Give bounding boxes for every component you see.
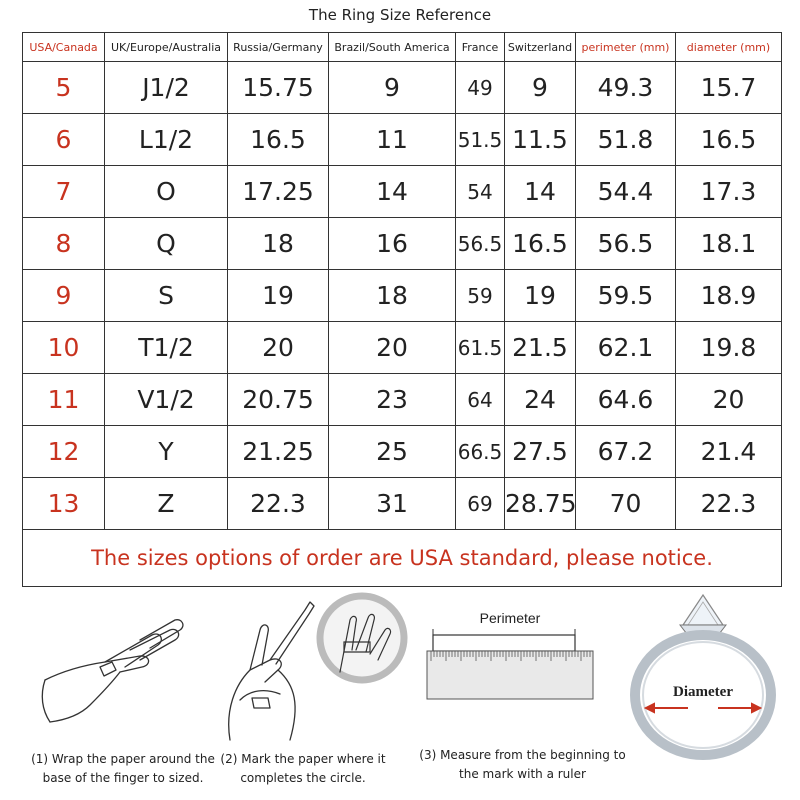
col-header-perimeter: perimeter (mm) bbox=[576, 33, 676, 62]
cell-perimeter: 67.2 bbox=[576, 426, 676, 478]
cell-france: 51.5 bbox=[456, 114, 505, 166]
col-header-uk: UK/Europe/Australia bbox=[105, 33, 228, 62]
cell-diameter: 15.7 bbox=[676, 62, 782, 114]
table-row bbox=[23, 166, 782, 218]
cell-russia: 22.3 bbox=[228, 478, 329, 530]
ring-size-table bbox=[22, 32, 782, 587]
cell-russia: 16.5 bbox=[228, 114, 329, 166]
cell-diameter: 18.9 bbox=[676, 270, 782, 322]
cell-perimeter: 59.5 bbox=[576, 270, 676, 322]
cell-france: 64 bbox=[456, 374, 505, 426]
cell-diameter: 20 bbox=[676, 374, 782, 426]
cell-usa: 11 bbox=[23, 374, 105, 426]
cell-switzerland: 9 bbox=[505, 62, 576, 114]
col-header-france: France bbox=[456, 33, 505, 62]
header-row bbox=[23, 33, 782, 62]
cell-brazil: 16 bbox=[329, 218, 456, 270]
ruler-illustration bbox=[425, 605, 595, 725]
cell-usa: 9 bbox=[23, 270, 105, 322]
table-row bbox=[23, 218, 782, 270]
cell-perimeter: 49.3 bbox=[576, 62, 676, 114]
cell-switzerland: 19 bbox=[505, 270, 576, 322]
cell-brazil: 9 bbox=[329, 62, 456, 114]
cell-diameter: 17.3 bbox=[676, 166, 782, 218]
cell-usa: 5 bbox=[23, 62, 105, 114]
page-title: The Ring Size Reference bbox=[308, 6, 492, 24]
col-header-usa: USA/Canada bbox=[23, 33, 105, 62]
cell-russia: 18 bbox=[228, 218, 329, 270]
cell-uk: O bbox=[105, 166, 228, 218]
measuring-instructions bbox=[0, 590, 800, 800]
col-header-switzerland: Switzerland bbox=[505, 33, 576, 62]
step-3-caption: (3) Measure from the beginning to the mark with a ruler bbox=[419, 748, 626, 781]
diameter-label: Diameter bbox=[673, 684, 733, 700]
table-row bbox=[23, 62, 782, 114]
step-1-caption: (1) Wrap the paper around the base of the finger to sized. bbox=[31, 752, 215, 785]
cell-diameter: 22.3 bbox=[676, 478, 782, 530]
cell-perimeter: 51.8 bbox=[576, 114, 676, 166]
cell-uk: Y bbox=[105, 426, 228, 478]
cell-usa: 10 bbox=[23, 322, 105, 374]
cell-brazil: 25 bbox=[329, 426, 456, 478]
cell-diameter: 19.8 bbox=[676, 322, 782, 374]
cell-switzerland: 21.5 bbox=[505, 322, 576, 374]
cell-brazil: 11 bbox=[329, 114, 456, 166]
cell-russia: 21.25 bbox=[228, 426, 329, 478]
cell-uk: V1/2 bbox=[105, 374, 228, 426]
cell-brazil: 23 bbox=[329, 374, 456, 426]
col-header-russia: Russia/Germany bbox=[228, 33, 329, 62]
cell-usa: 7 bbox=[23, 166, 105, 218]
cell-perimeter: 62.1 bbox=[576, 322, 676, 374]
cell-switzerland: 11.5 bbox=[505, 114, 576, 166]
cell-russia: 20.75 bbox=[228, 374, 329, 426]
cell-switzerland: 14 bbox=[505, 166, 576, 218]
cell-uk: Z bbox=[105, 478, 228, 530]
table-row bbox=[23, 270, 782, 322]
col-header-brazil: Brazil/South America bbox=[329, 33, 456, 62]
cell-usa: 6 bbox=[23, 114, 105, 166]
cell-diameter: 21.4 bbox=[676, 426, 782, 478]
cell-switzerland: 28.75 bbox=[505, 478, 576, 530]
step-2-caption: (2) Mark the paper where it completes the circle. bbox=[220, 752, 386, 785]
cell-uk: J1/2 bbox=[105, 62, 228, 114]
cell-uk: S bbox=[105, 270, 228, 322]
cell-perimeter: 64.6 bbox=[576, 374, 676, 426]
cell-france: 66.5 bbox=[456, 426, 505, 478]
cell-brazil: 31 bbox=[329, 478, 456, 530]
cell-russia: 17.25 bbox=[228, 166, 329, 218]
cell-diameter: 16.5 bbox=[676, 114, 782, 166]
cell-russia: 15.75 bbox=[228, 62, 329, 114]
cell-france: 56.5 bbox=[456, 218, 505, 270]
cell-perimeter: 70 bbox=[576, 478, 676, 530]
cell-usa: 12 bbox=[23, 426, 105, 478]
cell-brazil: 14 bbox=[329, 166, 456, 218]
cell-brazil: 18 bbox=[329, 270, 456, 322]
table-row bbox=[23, 114, 782, 166]
cell-russia: 19 bbox=[228, 270, 329, 322]
col-header-diameter: diameter (mm) bbox=[676, 33, 782, 62]
usa-standard-notice: The sizes options of order are USA standard, please notice. bbox=[23, 530, 782, 587]
ring-diameter-illustration bbox=[628, 590, 778, 770]
cell-france: 61.5 bbox=[456, 322, 505, 374]
cell-france: 59 bbox=[456, 270, 505, 322]
table-row bbox=[23, 478, 782, 530]
cell-switzerland: 24 bbox=[505, 374, 576, 426]
cell-perimeter: 54.4 bbox=[576, 166, 676, 218]
table-row bbox=[23, 322, 782, 374]
cell-uk: Q bbox=[105, 218, 228, 270]
cell-switzerland: 27.5 bbox=[505, 426, 576, 478]
cell-uk: T1/2 bbox=[105, 322, 228, 374]
cell-usa: 13 bbox=[23, 478, 105, 530]
cell-perimeter: 56.5 bbox=[576, 218, 676, 270]
cell-usa: 8 bbox=[23, 218, 105, 270]
cell-uk: L1/2 bbox=[105, 114, 228, 166]
table-row bbox=[23, 374, 782, 426]
cell-france: 49 bbox=[456, 62, 505, 114]
cell-diameter: 18.1 bbox=[676, 218, 782, 270]
table-row bbox=[23, 426, 782, 478]
cell-switzerland: 16.5 bbox=[505, 218, 576, 270]
cell-russia: 20 bbox=[228, 322, 329, 374]
hand-wrap-illustration bbox=[40, 610, 210, 750]
cell-brazil: 20 bbox=[329, 322, 456, 374]
cell-france: 69 bbox=[456, 478, 505, 530]
cell-france: 54 bbox=[456, 166, 505, 218]
notice-row bbox=[23, 530, 782, 587]
perimeter-label: Perimeter bbox=[479, 610, 541, 626]
mark-paper-illustration bbox=[210, 590, 410, 750]
